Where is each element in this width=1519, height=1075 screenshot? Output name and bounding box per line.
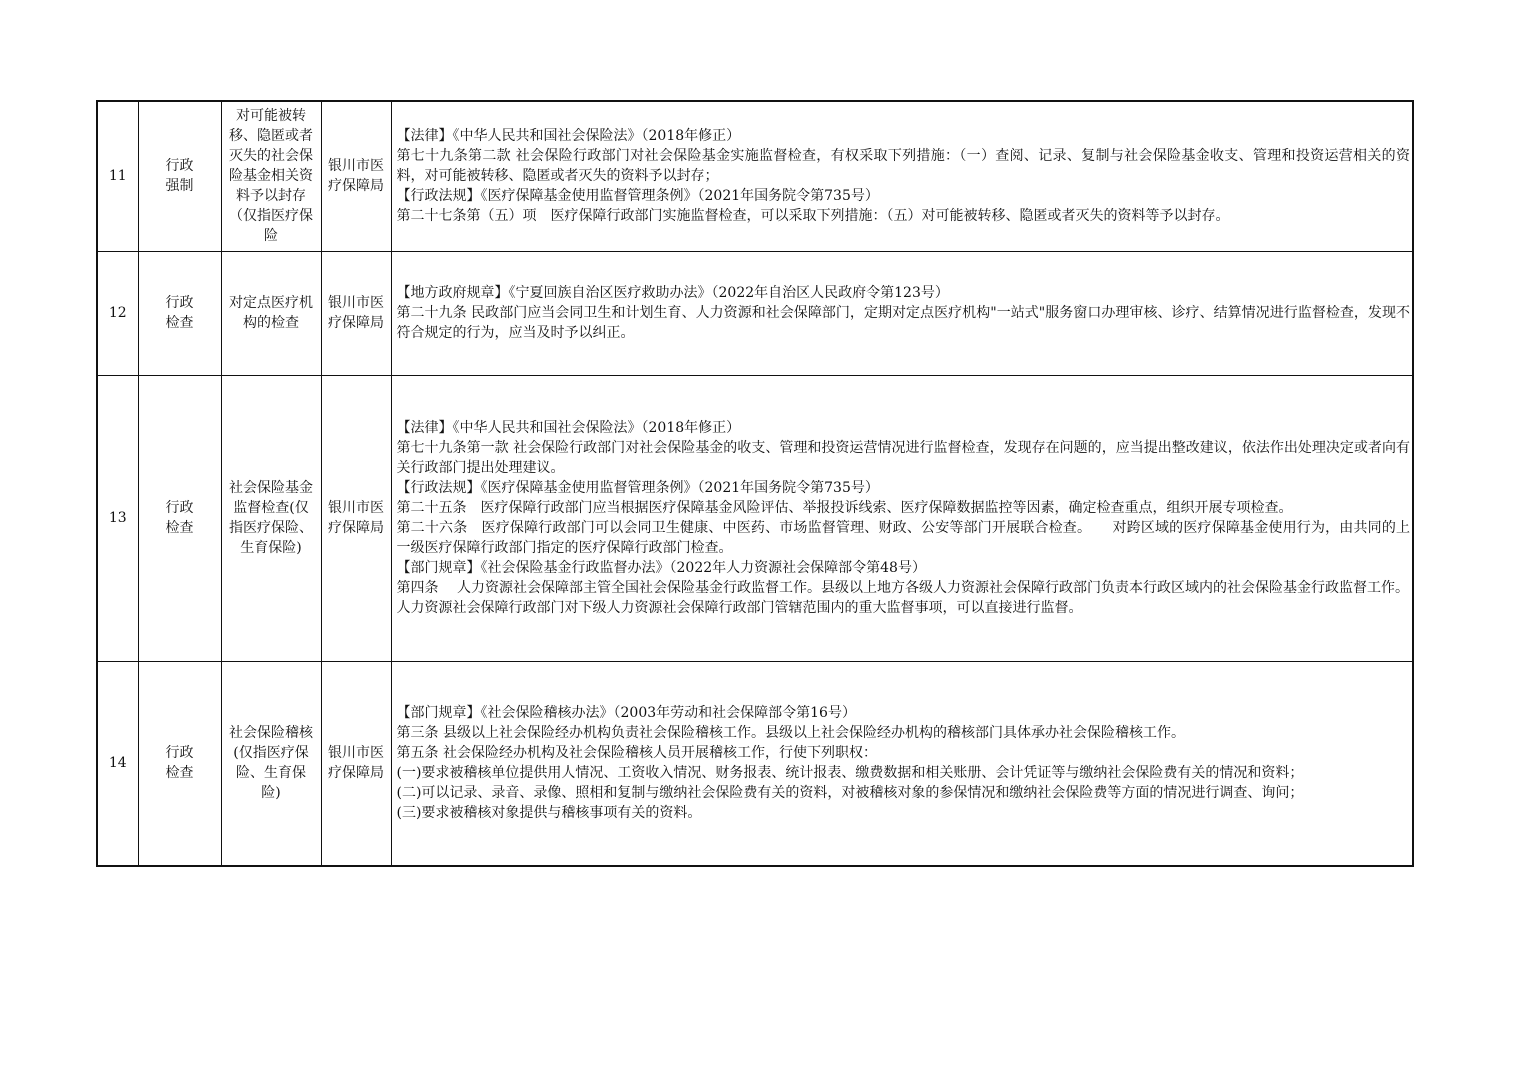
power-name-cell	[221, 251, 321, 375]
power-name-cell	[221, 375, 321, 661]
basis-line: (二)可以记录、录音、录像、照相和复制与缴纳社会保险费有关的资料，对被稽核对象的参保情况和缴纳社会保险费等方面的情况进行调查、询问；	[396, 785, 1304, 802]
table-row	[97, 251, 1413, 375]
basis-line: 【行政法规】《医疗保障基金使用监督管理条例》（2021年国务院令第735号）	[396, 188, 879, 205]
row-number: 14	[97, 661, 138, 866]
power-name-cell	[221, 661, 321, 866]
table-row	[97, 375, 1413, 661]
basis-line: 第七十九条第一款 社会保险行政部门对社会保险基金的收支、管理和投资运营情况进行监督检查，发现存在问题的，应当提出整改建议，依法作出处理决定或者向有关行政部门提出处理建议。	[396, 440, 1410, 476]
power-name-cell	[221, 101, 321, 251]
basis-line: (一)要求被稽核单位提供用人情况、工资收入情况、财务报表、统计报表、缴费数据和相关账册、会计凭证等与缴纳社会保险费有关的情况和资料；	[396, 765, 1304, 782]
power-name: 社会保险稽核(仅指医疗保险、生育保险)	[229, 725, 313, 802]
basis-line: 第二十六条 医疗保障行政部门可以会同卫生健康、中医药、市场监督管理、财政、公安等部门开展联合检查。 对跨区域的医疗保障基金使用行为，由共同的上一级医疗保障行政部门指定的医疗保障行政部门检查。	[396, 520, 1410, 556]
basis-line: 第七十九条第二款 社会保险行政部门对社会保险基金实施监督检查，有权采取下列措施：（一）查阅、记录、复制与社会保险基金收支、管理和投资运营相关的资料，对可能被转移、隐匿或者灭失的资料予以封存；	[396, 148, 1410, 185]
basis-line: 第二十五条 医疗保障行政部门应当根据医疗保障基金风险评估、举报投诉线索、医疗保障数据监控等因素，确定检查重点，组织开展专项检查。	[396, 500, 1293, 516]
power-type: 行政检查	[165, 295, 194, 331]
legal-basis-cell	[391, 375, 1413, 661]
basis-line: 【行政法规】《医疗保障基金使用监督管理条例》（2021年国务院令第735号）	[396, 480, 879, 496]
legal-basis-cell	[391, 661, 1413, 866]
row-number: 13	[97, 375, 138, 661]
basis-line: 人力资源社会保障行政部门对下级人力资源社会保障行政部门管辖范围内的重大监督事项，可以直接进行监督。	[396, 600, 1083, 616]
row-number: 11	[97, 101, 138, 251]
department-cell	[321, 375, 391, 661]
basis-line: 第四条 人力资源社会保障部主管全国社会保险基金行政监督工作。县级以上地方各级人力资源社会保障行政部门负责本行政区域内的社会保险基金行政监督工作。	[396, 580, 1409, 596]
power-type: 行政检查	[165, 500, 194, 536]
basis-line: 第三条 县级以上社会保险经办机构负责社会保险稽核工作。县级以上社会保险经办机构的稽核部门具体承办社会保险稽核工作。	[396, 725, 1185, 742]
basis-line: (三)要求被稽核对象提供与稽核事项有关的资料。	[396, 805, 702, 822]
power-type-cell	[138, 661, 221, 866]
authority-table	[96, 100, 1414, 867]
table-row	[97, 101, 1413, 251]
department: 银川市医疗保障局	[328, 745, 384, 782]
department-cell	[321, 661, 391, 866]
power-name: 对可能被转移、隐匿或者灭失的社会保险基金相关资料予以封存（仅指医疗保险	[229, 108, 313, 245]
table-row	[97, 661, 1413, 866]
row-number: 12	[97, 251, 138, 375]
power-type-cell	[138, 251, 221, 375]
power-type-cell	[138, 375, 221, 661]
legal-basis-cell	[391, 251, 1413, 375]
department: 银川市医疗保障局	[328, 500, 384, 536]
basis-line: 【法律】《中华人民共和国社会保险法》（2018年修正）	[396, 420, 741, 436]
basis-line: 第二十九条 民政部门应当会同卫生和计划生育、人力资源和社会保障部门，定期对定点医疗机构"一站式"服务窗口办理审核、诊疗、结算情况进行监督检查，发现不符合规定的行为，应当及时予以纠正。	[396, 305, 1410, 341]
department-cell	[321, 251, 391, 375]
power-name: 社会保险基金监督检查(仅指医疗保险、生育保险)	[229, 480, 313, 556]
legal-basis-cell	[391, 101, 1413, 251]
department-cell	[321, 101, 391, 251]
basis-line: 【部门规章】《社会保险基金行政监督办法》（2022年人力资源社会保障部令第48号）	[396, 560, 926, 576]
basis-line: 【法律】《中华人民共和国社会保险法》（2018年修正）	[396, 128, 741, 145]
power-name: 对定点医疗机构的检查	[229, 295, 313, 331]
basis-line: 【部门规章】《社会保险稽核办法》（2003年劳动和社会保障部令第16号）	[396, 705, 856, 722]
basis-line: 第五条 社会保险经办机构及社会保险稽核人员开展稽核工作，行使下列职权：	[396, 745, 877, 762]
power-type: 行政检查	[165, 745, 194, 782]
power-type: 行政强制	[165, 158, 194, 195]
department: 银川市医疗保障局	[328, 158, 384, 195]
basis-line: 【地方政府规章】《宁夏回族自治区医疗救助办法》（2022年自治区人民政府令第123号）	[396, 285, 949, 301]
basis-line: 第二十七条第（五）项 医疗保障行政部门实施监督检查，可以采取下列措施：（五）对可能被转移、隐匿或者灭失的资料等予以封存。	[396, 208, 1230, 225]
department: 银川市医疗保障局	[328, 295, 384, 331]
power-type-cell	[138, 101, 221, 251]
